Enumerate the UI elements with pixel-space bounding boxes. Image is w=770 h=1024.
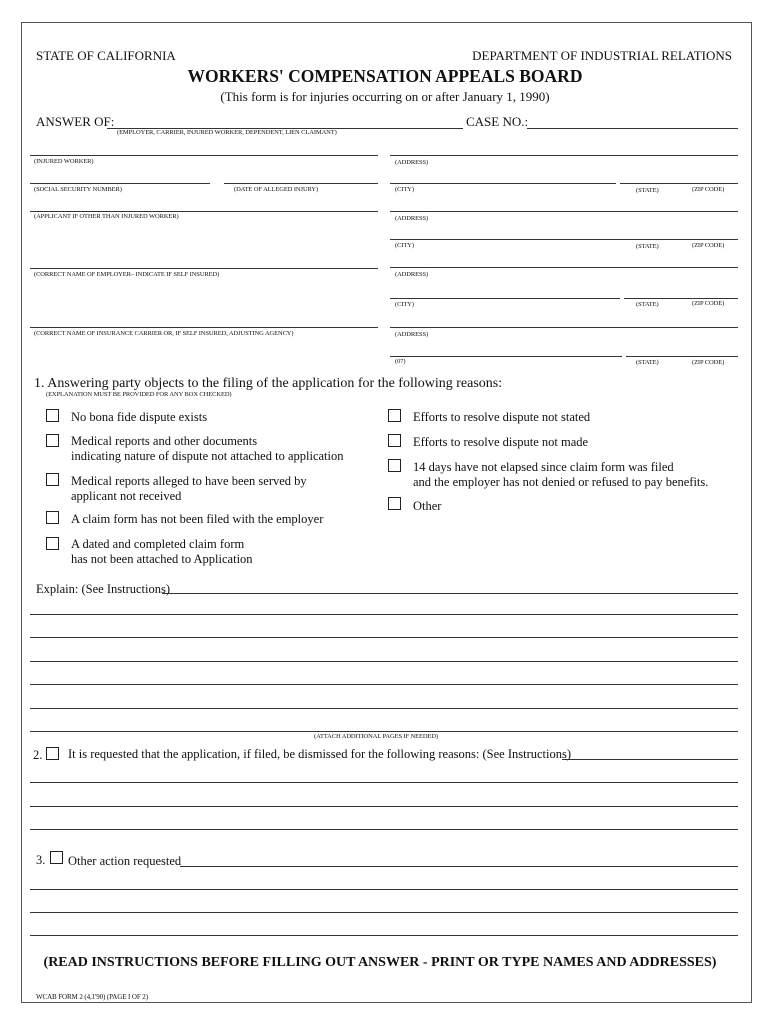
- checkbox-no-bona-fide[interactable]: [46, 409, 59, 422]
- city-field-1[interactable]: [390, 183, 616, 184]
- applicant-label: (APPLICANT IF OTHER THAN INJURED WORKER): [34, 213, 179, 220]
- injured-worker-label: (INJURED WORKER): [34, 158, 94, 165]
- city-label: (07): [395, 358, 406, 365]
- employer-field[interactable]: [30, 268, 378, 269]
- case-no-label: CASE NO.:: [466, 114, 529, 129]
- address-field-2[interactable]: [390, 211, 738, 212]
- case-no-field[interactable]: [527, 128, 738, 129]
- other-action-line[interactable]: [30, 912, 738, 913]
- section3-text: Other action requested: [68, 854, 182, 868]
- state-zip-field-4[interactable]: [626, 356, 738, 357]
- zip-label: (ZIP CODE): [692, 186, 725, 193]
- explain-line[interactable]: [30, 661, 738, 662]
- state-zip-field-1[interactable]: [620, 183, 738, 184]
- checkbox-efforts-not-made[interactable]: [388, 434, 401, 447]
- city-label: (CITY): [395, 186, 414, 193]
- checkbox-other[interactable]: [388, 497, 401, 510]
- state-zip-field-3[interactable]: [624, 298, 738, 299]
- section1-heading: 1. Answering party objects to the filing of the application for the following reasons:: [34, 376, 503, 391]
- checkbox-14-days[interactable]: [388, 459, 401, 472]
- checkbox-dismiss[interactable]: [46, 747, 59, 760]
- zip-label: (ZIP CODE): [692, 359, 725, 366]
- city-label: (CITY): [395, 301, 414, 308]
- state-label: (STATE): [636, 187, 659, 194]
- dismiss-line[interactable]: [30, 829, 738, 830]
- answer-of-hint: (EMPLOYER, CARRIER, INJURED WORKER, DEPENDENT, LIEN CLAIMANT): [117, 129, 337, 136]
- injured-worker-field[interactable]: [30, 155, 378, 156]
- ssn-field[interactable]: [30, 183, 210, 184]
- other-action-line[interactable]: [30, 935, 738, 936]
- explain-line[interactable]: [30, 731, 738, 732]
- option-label: A claim form has not been filed with the employer: [71, 512, 324, 526]
- attach-note: (ATTACH ADDITIONAL PAGES IF NEEDED): [314, 733, 439, 740]
- checkbox-claim-form-not-attached[interactable]: [46, 537, 59, 550]
- address-field-4[interactable]: [390, 327, 738, 328]
- instructions-notice: (READ INSTRUCTIONS BEFORE FILLING OUT ANSWER - PRINT OR TYPE NAMES AND ADDRESSES): [43, 955, 717, 970]
- state-label: (STATE): [636, 301, 659, 308]
- zip-label: (ZIP CODE): [692, 242, 725, 249]
- explain-label: Explain: (See Instructions): [36, 582, 170, 596]
- city-label: (CITY): [395, 242, 414, 249]
- option-label: No bona fide dispute exists: [71, 410, 208, 424]
- page-title: WORKERS' COMPENSATION APPEALS BOARD: [187, 66, 583, 86]
- section2-number: 2.: [33, 748, 43, 762]
- dismiss-field[interactable]: [562, 759, 738, 760]
- city-field-3[interactable]: [390, 298, 620, 299]
- option-label: Other: [413, 499, 442, 513]
- option-label: Medical reports and other documents indicating nature of dispute not attached to application: [71, 434, 344, 463]
- other-action-line[interactable]: [30, 889, 738, 890]
- insurance-label: (CORRECT NAME OF INSURANCE CARRIER OR, IF SELF INSURED, ADJUSTING AGENCY): [34, 330, 294, 337]
- city-field-4[interactable]: [390, 356, 622, 357]
- form-id: WCAB FORM 2 (4,1'90) (PAGE I OF 2): [36, 993, 148, 1001]
- explain-field[interactable]: [162, 593, 738, 594]
- option-label: A dated and completed claim form has not been attached to Application: [71, 537, 253, 566]
- applicant-field[interactable]: [30, 211, 378, 212]
- dismiss-line[interactable]: [30, 782, 738, 783]
- explain-line[interactable]: [30, 684, 738, 685]
- insurance-field[interactable]: [30, 327, 378, 328]
- address-label: (ADDRESS): [395, 215, 429, 222]
- other-action-field[interactable]: [180, 866, 738, 867]
- explain-line[interactable]: [30, 614, 738, 615]
- section2-text: It is requested that the application, if filed, be dismissed for the following reasons: (See Instructions): [68, 747, 572, 761]
- ssn-label: (SOCIAL SECURITY NUMBER): [34, 186, 122, 193]
- checkbox-medical-reports-not-attached[interactable]: [46, 434, 59, 447]
- explain-line[interactable]: [30, 637, 738, 638]
- page-subtitle: (This form is for injuries occurring on or after January 1, 1990): [220, 89, 550, 104]
- department-label: DEPARTMENT OF INDUSTRIAL RELATIONS: [472, 48, 732, 63]
- address-label: (ADDRESS): [395, 159, 429, 166]
- checkbox-other-action[interactable]: [50, 851, 63, 864]
- option-label: Medical reports alleged to have been served by applicant not received: [71, 474, 307, 503]
- checkbox-claim-form-not-filed[interactable]: [46, 511, 59, 524]
- date-of-injury-label: (DATE OF ALLEGED INJURY): [234, 186, 319, 193]
- dismiss-line[interactable]: [30, 806, 738, 807]
- section1-note: (EXPLANATION MUST BE PROVIDED FOR ANY BOX CHECKED): [46, 391, 232, 398]
- address-field-1[interactable]: [390, 155, 738, 156]
- explain-line[interactable]: [30, 708, 738, 709]
- checkbox-efforts-not-stated[interactable]: [388, 409, 401, 422]
- option-label: Efforts to resolve dispute not made: [413, 435, 589, 449]
- state-label: STATE OF CALIFORNIA: [36, 48, 176, 63]
- address-field-3[interactable]: [390, 267, 738, 268]
- city-field-2[interactable]: [390, 239, 738, 240]
- employer-label: (CORRECT NAME OF EMPLOYER– INDICATE IF SELF INSURED): [34, 271, 220, 278]
- date-of-injury-field[interactable]: [224, 183, 378, 184]
- answer-of-label: ANSWER OF:: [36, 114, 115, 129]
- option-label: Efforts to resolve dispute not stated: [413, 410, 591, 424]
- option-label: 14 days have not elapsed since claim form was filed and the employer has not denied or refused to pay benefits.: [413, 460, 709, 489]
- address-label: (ADDRESS): [395, 331, 429, 338]
- state-label: (STATE): [636, 359, 659, 366]
- address-label: (ADDRESS): [395, 271, 429, 278]
- checkbox-medical-reports-not-received[interactable]: [46, 473, 59, 486]
- state-label: (STATE): [636, 243, 659, 250]
- zip-label: (ZIP CODE): [692, 300, 725, 307]
- section3-number: 3.: [36, 853, 46, 867]
